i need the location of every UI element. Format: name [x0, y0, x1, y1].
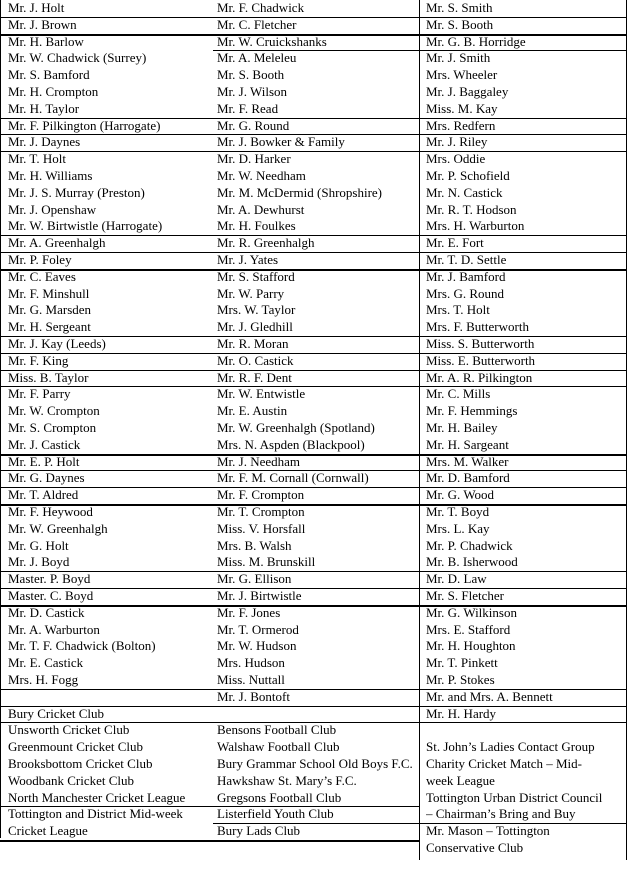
entry-name: Mr. T. Aldred: [8, 487, 79, 503]
table-cell: [0, 235, 213, 253]
entry-name: Mr. J. Castick: [8, 436, 81, 452]
entry-name: Mrs. Redfern: [426, 117, 496, 133]
entry-name: Mr. W. Parry: [217, 285, 285, 301]
entry-name: Mr. F. Chadwick: [217, 0, 305, 15]
entry-name: Mr. J. Wilson: [217, 83, 288, 99]
entry-name: Mr. B. Isherwood: [426, 554, 518, 570]
entry-name: Mr. T. D. Settle: [426, 252, 507, 267]
entry-name: Mr. R. Greenhalgh: [217, 235, 315, 251]
table-cell: [213, 571, 419, 589]
entry-name: Mrs. Hudson: [217, 655, 285, 671]
table-cell: [213, 269, 419, 337]
entry-name: Mr. A. Meleleu: [217, 50, 297, 66]
entry-name: Unsworth Cricket Club: [8, 722, 130, 738]
entry-name: Mr. W. Entwistle: [217, 386, 306, 402]
table-cell: [420, 454, 627, 472]
entry-name: – Chairman’s Bring and Buy: [426, 806, 576, 822]
table-cell: [420, 605, 627, 690]
entry-name: Mr. H. Hardy: [426, 705, 497, 721]
table-cell: [0, 386, 213, 455]
entry-name: Mr. C. Mills: [426, 386, 491, 402]
entry-name: Mr. A. Dewhurst: [217, 201, 305, 217]
entry-name: Mrs. H. Warburton: [426, 218, 525, 234]
entry-name: Listerfield Youth Club: [217, 806, 334, 822]
entry-name: Bury Cricket Club: [8, 705, 105, 721]
table-cell: [0, 504, 213, 572]
entry-name: Mr. D. Harker: [217, 151, 291, 167]
entry-name: Mrs. N. Aspden (Blackpool): [217, 436, 365, 452]
entry-name: Mrs. H. Fogg: [8, 671, 79, 687]
table-cell: [0, 0, 213, 18]
entry-name: Mr. J. Bowker & Family: [217, 134, 345, 150]
entry-name: Bensons Football Club: [217, 722, 337, 738]
entry-name: Mr. Mason – Tottington: [426, 823, 550, 839]
entry-name: Woodbank Cricket Club: [8, 772, 135, 788]
entry-name: Mr. H. Crompton: [8, 83, 99, 99]
table-cell: [420, 823, 627, 857]
entry-name: Mr. W. Birtwistle (Harrogate): [8, 218, 163, 234]
entry-name: Mr. F. Heywood: [8, 504, 93, 519]
table-cell: [0, 353, 213, 371]
entry-name: Mr. J. Brown: [8, 16, 77, 32]
entry-name: Mr. S. Crompton: [8, 419, 97, 435]
entry-name: [217, 706, 419, 723]
table-cell: [213, 722, 419, 807]
table-cell: [420, 470, 627, 488]
table-cell: [420, 504, 627, 572]
table-cell: [213, 336, 419, 354]
entry-name: Tottington Urban District Council: [426, 789, 603, 805]
entry-name: Mr. S. Booth: [217, 67, 285, 83]
entry-name: Mr. S. Stafford: [217, 268, 295, 284]
entry-name: Miss. Nuttall: [217, 671, 285, 687]
table-cell: [420, 370, 627, 388]
entry-name: Mr. E. Fort: [426, 235, 484, 251]
table-cell: [0, 34, 213, 119]
entry-name: Mr. G. Ellison: [217, 571, 292, 587]
entry-name: Mr. W. Greenhalgh: [8, 520, 108, 536]
entry-name: week League: [426, 772, 495, 788]
entry-name: Mr. D. Law: [426, 571, 487, 587]
entry-name: Mr. T. F. Chadwick (Bolton): [8, 638, 156, 654]
entry-name: Mr. D. Castick: [8, 604, 85, 620]
table-cell: [213, 370, 419, 388]
table-cell: [0, 470, 213, 488]
entry-name: Mr. G. Holt: [8, 537, 69, 553]
entry-name: Mr. J. Smith: [426, 50, 491, 66]
entry-name: Miss. E. Butterworth: [426, 352, 536, 368]
entry-name: Cricket League: [8, 823, 88, 839]
table-cell: [213, 689, 419, 707]
table-cell: [213, 34, 419, 52]
entry-name: Mr. F. Read: [217, 100, 279, 116]
entry-name: Mr. H. Bailey: [426, 419, 498, 435]
entry-name: Mrs. L. Kay: [426, 520, 490, 536]
entry-name: Mr. F. M. Cornall (Cornwall): [217, 470, 369, 486]
table-cell: [0, 454, 213, 472]
table-cell: [213, 454, 419, 472]
entry-name: Mr. T. Crompton: [217, 504, 305, 519]
entry-name: Mr. S. Booth: [426, 16, 494, 32]
entry-name: Mr. H. Sergeant: [8, 319, 91, 335]
entry-name: Mr. J. Kay (Leeds): [8, 336, 106, 351]
table-cell: [420, 722, 627, 824]
entry-name: Mr. G. B. Horridge: [426, 33, 526, 49]
entry-name: Mr. J. Yates: [217, 252, 279, 267]
entry-name: Mr. J. Openshaw: [8, 201, 97, 217]
table-cell: [420, 269, 627, 337]
entry-name: Tottington and District Mid-week: [8, 806, 183, 822]
entry-name: Mr. E. Austin: [217, 403, 288, 419]
entry-name: Mr. H. Barlow: [8, 33, 84, 49]
table-cell: [213, 0, 419, 18]
table-cell: [420, 706, 627, 724]
table-cell: [420, 50, 627, 118]
entry-name: Mr. C. Eaves: [8, 268, 76, 284]
table-cell: [213, 134, 419, 152]
entry-name: St. John’s Ladies Contact Group: [426, 739, 595, 755]
table-cell: [213, 151, 419, 236]
table-cell: [0, 706, 213, 724]
entry-name: Master. C. Boyd: [8, 588, 94, 603]
entry-name: Mr. G. Marsden: [8, 302, 92, 318]
entry-name: North Manchester Cricket League: [8, 789, 186, 805]
entry-name: Mr. G. Round: [217, 117, 290, 133]
entry-name: Mr. R. T. Hodson: [426, 201, 517, 217]
table-cell: [0, 269, 213, 337]
entry-name: Mr. G. Wood: [426, 487, 495, 503]
entry-name: Mr. J. S. Murray (Preston): [8, 184, 145, 200]
entry-name: Conservative Club: [426, 839, 524, 855]
table-cell: [0, 118, 213, 136]
entry-name: Mr. J. Bamford: [426, 268, 506, 284]
entry-name: Mr. T. Pinkett: [426, 655, 498, 671]
entry-name: Mr. W. Greenhalgh (Spotland): [217, 419, 375, 435]
column-divider: [419, 0, 420, 860]
entry-name: Bury Lads Club: [217, 823, 301, 839]
entry-name: Mr. W. Hudson: [217, 638, 297, 654]
entry-name: Mrs. W. Taylor: [217, 302, 296, 318]
entry-name: Mrs. E. Stafford: [426, 621, 511, 637]
table-cell: [420, 353, 627, 371]
entry-name: Charity Cricket Match – Mid-: [426, 755, 582, 771]
entry-name: Mr. H. Houghton: [426, 638, 516, 654]
table-cell: [0, 571, 213, 589]
table-cell: [420, 336, 627, 354]
entry-name: Mr. J. Bontoft: [217, 688, 290, 704]
entry-name: Brooksbottom Cricket Club: [8, 755, 153, 771]
table-cell: [213, 823, 419, 842]
entry-name: Mr. S. Bamford: [8, 67, 90, 83]
entry-name: Mr. W. Cruickshanks: [217, 33, 327, 49]
table-cell: [0, 689, 213, 707]
table-cell: [213, 504, 419, 572]
table-cell: [213, 50, 419, 118]
entry-name: Mr. A. Greenhalgh: [8, 235, 106, 251]
entry-name: Mr. S. Smith: [426, 0, 493, 15]
entry-name: Mr. W. Needham: [217, 167, 306, 183]
table-cell: [420, 571, 627, 589]
entry-name: Mr. F. Minshull: [8, 285, 90, 301]
entry-name: Mrs. M. Walker: [426, 453, 509, 469]
table-cell: [420, 34, 627, 52]
entry-name: Mr. M. McDermid (Shropshire): [217, 184, 383, 200]
entry-name: Mr. R. F. Dent: [217, 369, 292, 385]
table-cell: [420, 151, 627, 236]
table-cell: [213, 235, 419, 253]
entry-name: Mr. and Mrs. A. Bennett: [426, 688, 553, 704]
entry-name: Mr. H. Sargeant: [426, 436, 509, 452]
table-cell: [0, 605, 213, 690]
entry-name: Mr. T. Ormerod: [217, 621, 299, 637]
entry-name: Mr. W. Chadwick (Surrey): [8, 50, 147, 66]
entry-name: Mrs. T. Holt: [426, 302, 490, 318]
entry-name: Mr. G. Wilkinson: [426, 604, 517, 620]
entry-name: Miss. B. Taylor: [8, 369, 89, 385]
entry-name: Mr. F. Pilkington (Harrogate): [8, 117, 161, 133]
entry-name: Miss. S. Butterworth: [426, 336, 535, 351]
entry-name: Mr. H. Williams: [8, 167, 93, 183]
entry-name: Mr. J. Baggaley: [426, 83, 509, 99]
entry-name: Mr. R. Moran: [217, 336, 289, 351]
entry-name: Mr. H. Taylor: [8, 100, 80, 116]
entry-name: Mrs. G. Round: [426, 285, 505, 301]
entry-name: [8, 689, 213, 706]
table-cell: [0, 370, 213, 388]
entry-name: Hawkshaw St. Mary’s F.C.: [217, 772, 357, 788]
entry-name: Mr. P. Stokes: [426, 671, 495, 687]
entry-name: Mr. P. Chadwick: [426, 537, 513, 553]
entry-name: Mr. H. Foulkes: [217, 218, 296, 234]
entry-name: Mr. A. Warburton: [8, 621, 100, 637]
table-cell: [213, 806, 419, 824]
entry-name: Mr. J. Riley: [426, 134, 488, 150]
entry-name: Gregsons Football Club: [217, 789, 342, 805]
entry-name: Miss. M. Brunskill: [217, 554, 316, 570]
table-cell: [0, 336, 213, 354]
entry-name: Mr. G. Daynes: [8, 470, 85, 486]
table-cell: [0, 722, 213, 807]
entry-name: Mr. J. Needham: [217, 453, 301, 469]
entry-name: Mrs. Wheeler: [426, 67, 498, 83]
entry-name: Mr. J. Daynes: [8, 134, 81, 150]
entry-name: Mr. E. Castick: [8, 655, 84, 671]
entry-name: Mr. P. Schofield: [426, 167, 510, 183]
entry-name: Mr. N. Castick: [426, 184, 503, 200]
entry-name: Mr. D. Bamford: [426, 470, 510, 486]
entry-name: Mr. A. R. Pilkington: [426, 369, 533, 385]
table-cell: [213, 706, 419, 724]
table-cell: [420, 386, 627, 455]
entry-name: Mr. F. Hemmings: [426, 403, 518, 419]
table-left-border: [0, 0, 1, 838]
entry-name: Bury Grammar School Old Boys F.C.: [217, 755, 413, 771]
entry-name: Mr. J. Birtwistle: [217, 588, 302, 603]
entry-name: Master. P. Boyd: [8, 571, 91, 587]
table-cell: [213, 386, 419, 455]
entry-name: Mr. J. Gledhill: [217, 319, 293, 335]
table-cell: [0, 806, 213, 842]
entry-name: Mr. E. P. Holt: [8, 453, 80, 469]
entry-name: Greenmount Cricket Club: [8, 739, 144, 755]
entry-name: Mrs. F. Butterworth: [426, 319, 529, 335]
entry-name: Mrs. Oddie: [426, 151, 486, 167]
entry-name: Mr. P. Foley: [8, 252, 72, 267]
table-cell: [213, 353, 419, 371]
table-right-border: [626, 0, 627, 860]
entry-name: Mr. F. Parry: [8, 386, 71, 402]
table-cell: [0, 151, 213, 236]
entry-name: Miss. M. Kay: [426, 100, 498, 116]
table-cell: [213, 605, 419, 690]
entry-name: Mr. F. Jones: [217, 604, 281, 620]
entry-name: Mr. O. Castick: [217, 352, 294, 368]
entry-name: Mr. S. Fletcher: [426, 588, 504, 603]
table-cell: [213, 470, 419, 488]
entry-name: [426, 722, 627, 739]
table-cell: [420, 0, 627, 18]
entry-name: Mr. F. Crompton: [217, 487, 305, 503]
entry-name: Mr. W. Crompton: [8, 403, 100, 419]
table-cell: [420, 235, 627, 253]
entry-name: Mr. T. Holt: [8, 151, 67, 167]
entry-name: Walshaw Football Club: [217, 739, 340, 755]
table-cell: [420, 134, 627, 152]
entry-name: Mr. J. Holt: [8, 0, 65, 15]
entry-name: Mr. T. Boyd: [426, 504, 490, 519]
table-cell: [0, 134, 213, 152]
table-cell: [420, 118, 627, 136]
entry-name: Mr. F. King: [8, 352, 69, 368]
table-cell: [420, 689, 627, 707]
entry-name: Miss. V. Horsfall: [217, 520, 306, 536]
entry-name: Mr. C. Fletcher: [217, 16, 297, 32]
entry-name: Mrs. B. Walsh: [217, 537, 292, 553]
table-cell: [213, 118, 419, 136]
entry-name: Mr. J. Boyd: [8, 554, 70, 570]
